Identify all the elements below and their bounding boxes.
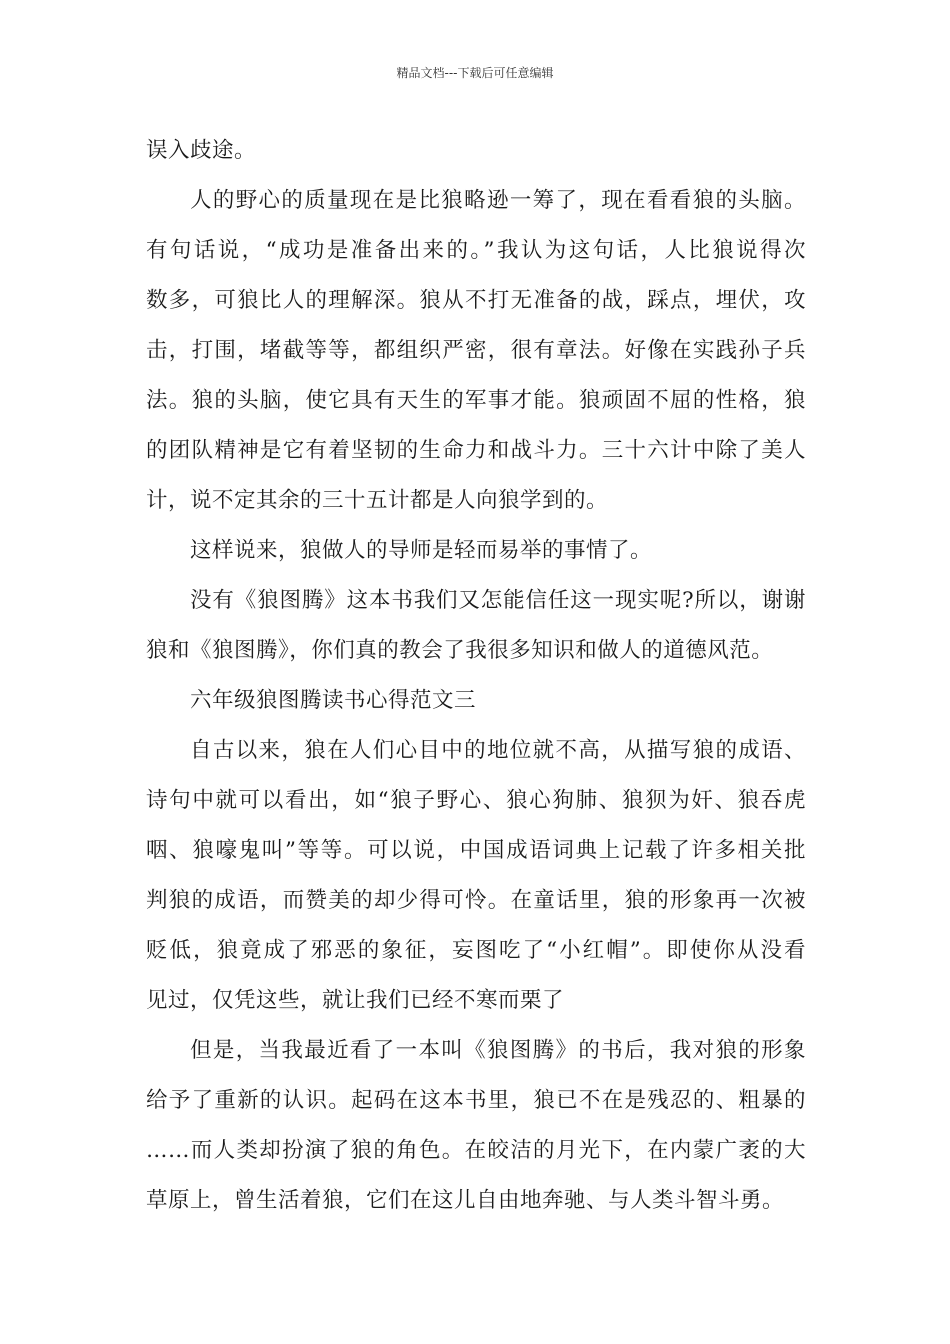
paragraph-first-line: 人的野心的质量现在是比狼略逊一筹了，现在看看狼的头脑。	[190, 188, 806, 213]
text-line: 给予了重新的认识。起码在这本书里，狼已不在是残忍的、粗暴的	[146, 1088, 806, 1113]
paragraph-first-line: 没有《狼图腾》这本书我们又怎能信任这一现实呢?所以，谢谢	[190, 588, 806, 613]
paragraph-first-line: 自古以来，狼在人们心目中的地位就不高，从描写狼的成语、	[190, 738, 806, 763]
text-line: 见过，仅凭这些，就让我们已经不寒而栗了	[146, 988, 565, 1013]
text-line: 贬低，狼竟成了邪恶的象征，妄图吃了“小红帽”。即使你从没看	[146, 938, 806, 963]
text-line: 法。狼的头脑，使它具有天生的军事才能。狼顽固不屈的性格，狼	[146, 388, 806, 413]
text-line: 诗句中就可以看出，如“狼子野心、狼心狗肺、狼狈为奸、狼吞虎	[146, 788, 806, 813]
text-line: 数多，可狼比人的理解深。狼从不打无准备的战，踩点，埋伏，攻	[146, 288, 806, 313]
text-line: 有句话说，“成功是准备出来的。”我认为这句话，人比狼说得次	[146, 238, 806, 263]
text-line: ……而人类却扮演了狼的角色。在皎洁的月光下，在内蒙广袤的大	[146, 1138, 806, 1163]
section-heading: 六年级狼图腾读书心得范文三	[190, 688, 477, 713]
text-line: 误入歧途。	[146, 138, 257, 163]
paragraph-first-line: 但是，当我最近看了一本叫《狼图腾》的书后，我对狼的形象	[190, 1038, 806, 1063]
text-line: 咽、狼嚎鬼叫”等等。可以说，中国成语词典上记载了许多相关批	[146, 838, 806, 863]
text-line: 击，打围，堵截等等，都组织严密，很有章法。好像在实践孙子兵	[146, 338, 806, 363]
text-line: 的团队精神是它有着坚韧的生命力和战斗力。三十六计中除了美人	[146, 438, 806, 463]
paragraph-first-line: 这样说来，狼做人的导师是轻而易举的事情了。	[190, 538, 653, 563]
text-line: 狼和《狼图腾》，你们真的教会了我很多知识和做人的道德风范。	[146, 638, 774, 663]
page-header: 精品文档---下载后可任意编辑	[396, 66, 554, 80]
text-line: 计，说不定其余的三十五计都是人向狼学到的。	[146, 488, 609, 513]
text-line: 判狼的成语，而赞美的却少得可怜。在童话里，狼的形象再一次被	[146, 888, 806, 913]
text-line: 草原上，曾生活着狼，它们在这儿自由地奔驰、与人类斗智斗勇。	[146, 1188, 785, 1213]
